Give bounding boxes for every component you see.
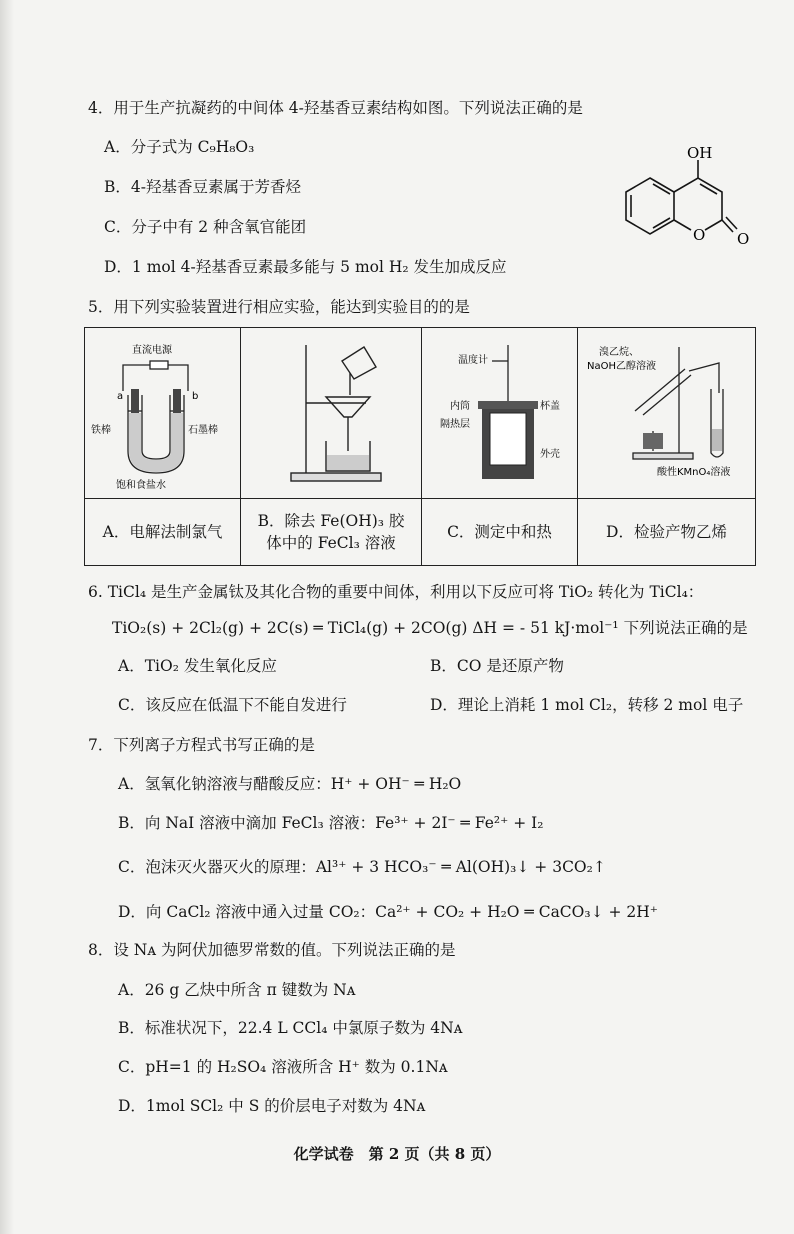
q8-option-d: D．1mol SCl₂ 中 S 的价层电子对数为 4Nᴀ (118, 1097, 426, 1115)
q5-option-c: C．测定中和热 (422, 499, 578, 566)
q6-option-a: A．TiO₂ 发生氧化反应 (118, 657, 277, 675)
apparatus-c-cell (422, 328, 578, 499)
apparatus-d-cell (578, 328, 756, 499)
q6-stem: 6. TiCl₄ 是生产金属钛及其化合物的重要中间体，利用以下反应可将 TiO₂ 转化为 TiCl₄： (88, 583, 704, 601)
electrode-b-label: b (191, 391, 198, 402)
page-edge-shadow (0, 0, 14, 1234)
shell-label: 外壳 (540, 449, 560, 460)
filtration-apparatus-figure (246, 333, 416, 493)
q4-option-a: A．分子式为 C₉H₈O₃ (104, 138, 255, 156)
lid-label: 杯盖 (540, 401, 560, 412)
q8-option-c: C．pH=1 的 H₂SO₄ 溶液所含 H⁺ 数为 0.1Nᴀ (118, 1058, 448, 1076)
kmno4-label: 酸性KMnO₄溶液 (657, 467, 731, 478)
q4-option-c: C．分子中有 2 种含氧官能团 (104, 218, 307, 236)
graphite-rod-label: 石墨棒 (187, 425, 218, 436)
q5-option-b-line1: B．除去 Fe(OH)₃ 胶 (257, 512, 405, 530)
dc-power-label: 直流电源 (131, 345, 172, 356)
electrolysis-apparatus-figure (88, 333, 238, 493)
reagent-label-1: 溴乙烷、 (599, 347, 639, 358)
q7-option-b: B．向 NaI 溶液中滴加 FeCl₃ 溶液：Fe³⁺ + 2I⁻ ═ Fe²⁺ + I₂ (118, 814, 544, 832)
q4-stem: 4．用于生产抗凝药的中间体 4-羟基香豆素结构如图。下列说法正确的是 (88, 99, 583, 117)
q6-option-b: B．CO 是还原产物 (430, 657, 564, 675)
electrode-a-label: a (116, 391, 123, 402)
q8-stem: 8．设 Nᴀ 为阿伏加德罗常数的值。下列说法正确的是 (88, 941, 456, 959)
q7-option-a: A．氢氧化钠溶液与醋酸反应：H⁺ + OH⁻ ═ H₂O (118, 775, 462, 793)
insulation-label: 隔热层 (440, 419, 470, 430)
q5-option-a: A．电解法制氯气 (85, 499, 241, 566)
thermometer-label: 温度计 (458, 355, 488, 366)
iron-rod-label: 铁棒 (90, 425, 111, 436)
q6-option-d: D．理论上消耗 1 mol Cl₂，转移 2 mol 电子 (430, 696, 744, 714)
q5-apparatus-table (84, 327, 756, 566)
apparatus-a-cell (85, 328, 241, 499)
inner-cup-label: 内筒 (450, 401, 470, 412)
brine-label: 饱和食盐水 (115, 480, 166, 491)
q7-option-d: D．向 CaCl₂ 溶液中通入过量 CO₂：Ca²⁺ + CO₂ + H₂O ═ CaCO₃↓ + 2H⁺ (118, 903, 658, 921)
q5-stem: 5．用下列实验装置进行相应实验，能达到实验目的的是 (88, 298, 470, 316)
hydroxycoumarin-structure (610, 140, 770, 255)
calorimeter-figure (422, 333, 577, 493)
reagent-label-2: NaOH乙醇溶液 (587, 361, 656, 372)
apparatus-b-cell (241, 328, 422, 499)
elimination-apparatus-figure (579, 333, 754, 493)
oh-label: OH (687, 144, 713, 162)
q8-option-a: A．26 g 乙炔中所含 π 键数为 Nᴀ (118, 981, 356, 999)
q5-option-b (241, 499, 422, 566)
q6-option-c: C．该反应在低温下不能自发进行 (118, 696, 347, 714)
q6-equation: TiO₂(s) + 2Cl₂(g) + 2C(s) ═ TiCl₄(g) + 2CO(g) ΔH = - 51 kJ·mol⁻¹ 下列说法正确的是 (112, 619, 748, 637)
q7-stem: 7．下列离子方程式书写正确的是 (88, 736, 315, 754)
ring-oxygen-label: O (693, 226, 706, 244)
q5-option-b-line2: 体中的 FeCl₃ 溶液 (266, 534, 396, 552)
q4-option-b: B．4-羟基香豆素属于芳香烃 (104, 178, 301, 196)
page-footer: 化学试卷 第 2 页（共 8 页） (293, 1145, 501, 1163)
q7-option-c: C．泡沫灭火器灭火的原理：Al³⁺ + 3 HCO₃⁻ ═ Al(OH)₃↓ + 3CO₂↑ (118, 858, 606, 876)
q4-option-d: D．1 mol 4-羟基香豆素最多能与 5 mol H₂ 发生加成反应 (104, 258, 507, 276)
carbonyl-oxygen-label: O (737, 230, 750, 248)
q5-option-d: D．检验产物乙烯 (578, 499, 756, 566)
q8-option-b: B．标准状况下，22.4 L CCl₄ 中氯原子数为 4Nᴀ (118, 1019, 463, 1037)
